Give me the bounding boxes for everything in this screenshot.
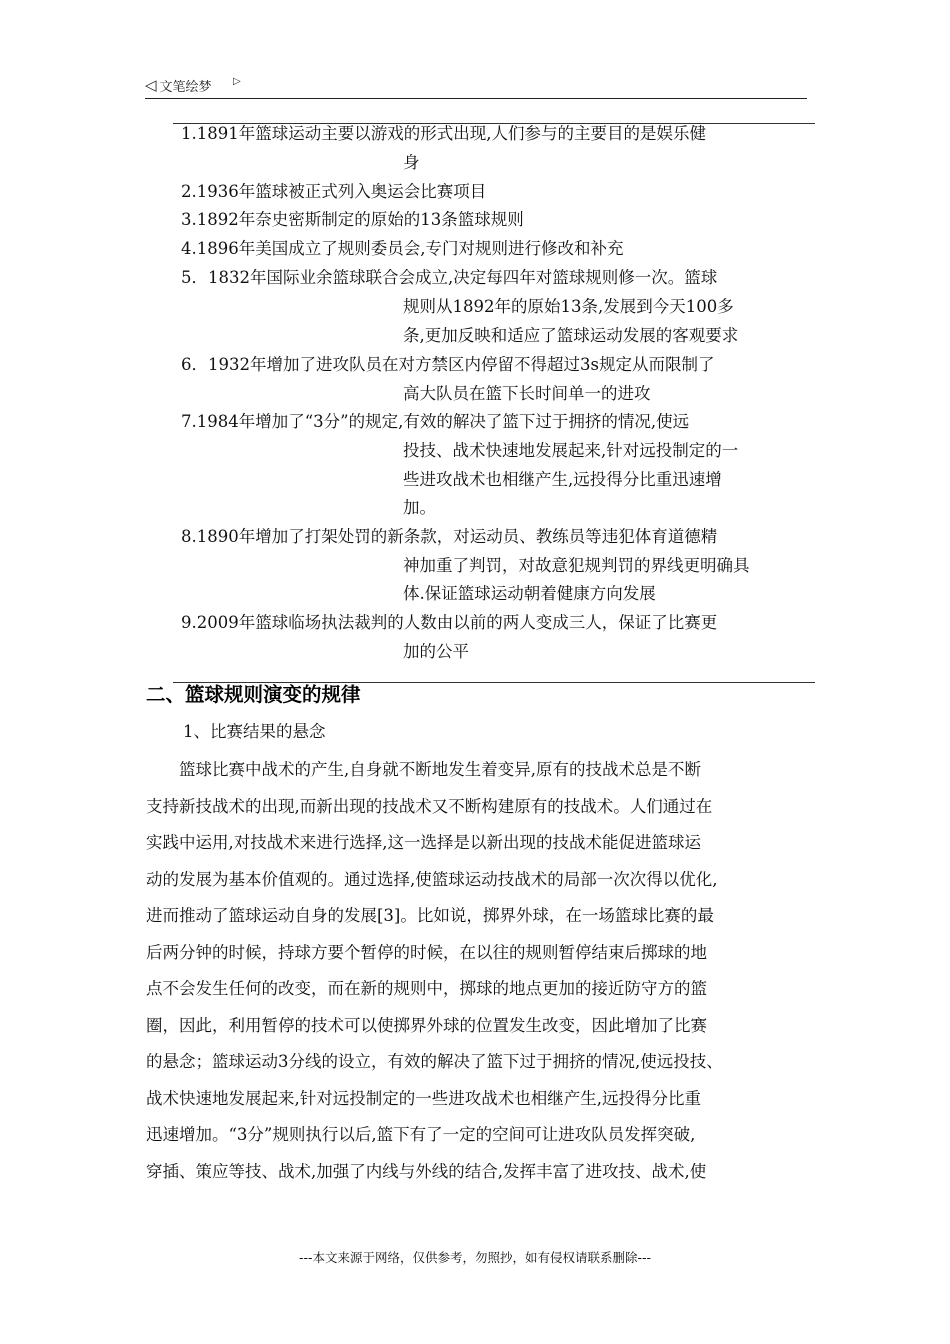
list-item-number: 1. (181, 124, 197, 143)
paragraph-line: 圈，因此，利用暂停的技术可以使掷界外球的位置发生改变，因此增加了比赛 (146, 1015, 707, 1035)
page-header (145, 74, 807, 99)
list-item-continuation: 加。 (403, 498, 436, 517)
list-item (181, 523, 717, 552)
paragraph-line: 的悬念；篮球运动3分线的设立，有效的解决了篮下过于拥挤的情况,使远投技、 (146, 1052, 723, 1071)
list-item-number: 8. (181, 527, 197, 546)
paragraph-line: 实践中运用,对技战术来进行选择,这一选择是以新出现的技战术能促进篮球运 (146, 833, 701, 852)
list-item-continuation: 加的公平 (403, 642, 469, 661)
list-item (181, 408, 689, 437)
list-item-text: 1892年奈史密斯制定的原始的13条篮球规则 (196, 210, 524, 229)
list-item (181, 235, 624, 264)
paragraph-line: 点不会发生任何的改变，而在新的规则中，掷球的地点更加的接近防守方的篮 (146, 979, 707, 998)
sub-heading: 1、比赛结果的悬念 (183, 722, 326, 741)
paragraph-line: 后两分钟的时候，持球方要个暂停的时候，在以往的规则暂停结束后掷球的地 (146, 942, 707, 962)
list-item-number: 7. (181, 412, 197, 431)
section-heading: 二、篮球规则演变的规律 (146, 683, 361, 706)
list-item-text: 1891年篮球运动主要以游戏的形式出现,人们参与的主要目的是娱乐健 (196, 124, 706, 143)
list-item-number: 6． (181, 355, 208, 374)
list-item-continuation: 规则从1892年的原始13条,发展到今天100多 (403, 297, 734, 316)
body-paragraph (146, 752, 810, 1190)
list-item-text: 1832年国际业余篮球联合会成立,决定每四年对篮球规则修一次。篮球 (208, 268, 718, 287)
list-item (181, 206, 524, 235)
paragraph-line: 战术快速地发展起来,针对远投制定的一些进攻战术也相继产生,远投得分比重 (146, 1088, 701, 1108)
header-brand-text: 文笔绘梦 (159, 80, 212, 95)
list-item-text: 1936年篮球被正式列入奥运会比赛项目 (196, 182, 487, 201)
paragraph-line: 迅速增加。“3分”规则执行以后,篮下有了一定的空间可让进攻队员发挥突破, (146, 1125, 696, 1144)
list-item (181, 609, 717, 638)
paragraph-line: 篮球比赛中战术的产生,自身就不断地发生着变异,原有的技战术总是不断 (146, 760, 701, 779)
paragraph-line: 进而推动了篮球运动自身的发展[3]。比如说，掷界外球，在一场篮球比赛的最 (146, 906, 714, 925)
list-item (181, 178, 486, 207)
paragraph-line: 穿插、策应等技、战术,加强了内线与外线的结合,发挥丰富了进攻技、战术,使 (146, 1161, 707, 1181)
list-item-number: 4. (181, 239, 197, 258)
triangle-right-icon: ▷ (233, 76, 241, 87)
list-item (181, 120, 706, 149)
list-item-number: 3. (181, 210, 197, 229)
triangle-left-icon: ◁ (145, 76, 157, 94)
list-item-text: 1932年增加了进攻队员在对方禁区内停留不得超过3s规定从而限制了 (208, 355, 715, 374)
list-item-continuation: 投技、战术快速地发展起来,针对远投制定的一 (403, 441, 739, 460)
list-item-number: 9. (181, 613, 197, 632)
list-item-continuation: 神加重了判罚，对故意犯规判罚的界线更明确具 (403, 556, 750, 575)
list-item (181, 351, 714, 380)
list-item-continuation: 身 (403, 153, 420, 172)
list-item-text: 1890年增加了打架处罚的新条款，对运动员、教练员等违犯体育道德精 (196, 527, 718, 546)
list-item-continuation: 些进攻战术也相继产生,远投得分比重迅速增 (403, 470, 722, 489)
paragraph-line: 动的发展为基本价值观的。通过选择,使篮球运动技战术的局部一次次得以优化, (146, 869, 718, 889)
list-item (181, 264, 717, 293)
list-item-continuation: 体.保证篮球运动朝着健康方向发展 (403, 584, 656, 603)
list-item-continuation: 条,更加反映和适应了篮球运动发展的客观要求 (403, 326, 739, 345)
list-item-text: 1984年增加了“3分”的规定,有效的解决了篮下过于拥挤的情况,使远 (196, 412, 690, 431)
header-brand (145, 76, 212, 95)
list-item-continuation: 高大队员在篮下长时间单一的进攻 (403, 384, 651, 403)
list-item-text: 1896年美国成立了规则委员会,专门对规则进行修改和补充 (196, 239, 624, 258)
list-item-number: 5． (181, 268, 208, 287)
list-item-number: 2. (181, 182, 197, 201)
list-item-text: 2009年篮球临场执法裁判的人数由以前的两人变成三人，保证了比赛更 (196, 613, 718, 632)
paragraph-line: 支持新技战术的出现,而新出现的技战术又不断构建原有的技战术。人们通过在 (146, 796, 713, 816)
footer-disclaimer: ---本文来源于网络，仅供参考，勿照抄，如有侵权请联系删除--- (298, 1250, 652, 1265)
